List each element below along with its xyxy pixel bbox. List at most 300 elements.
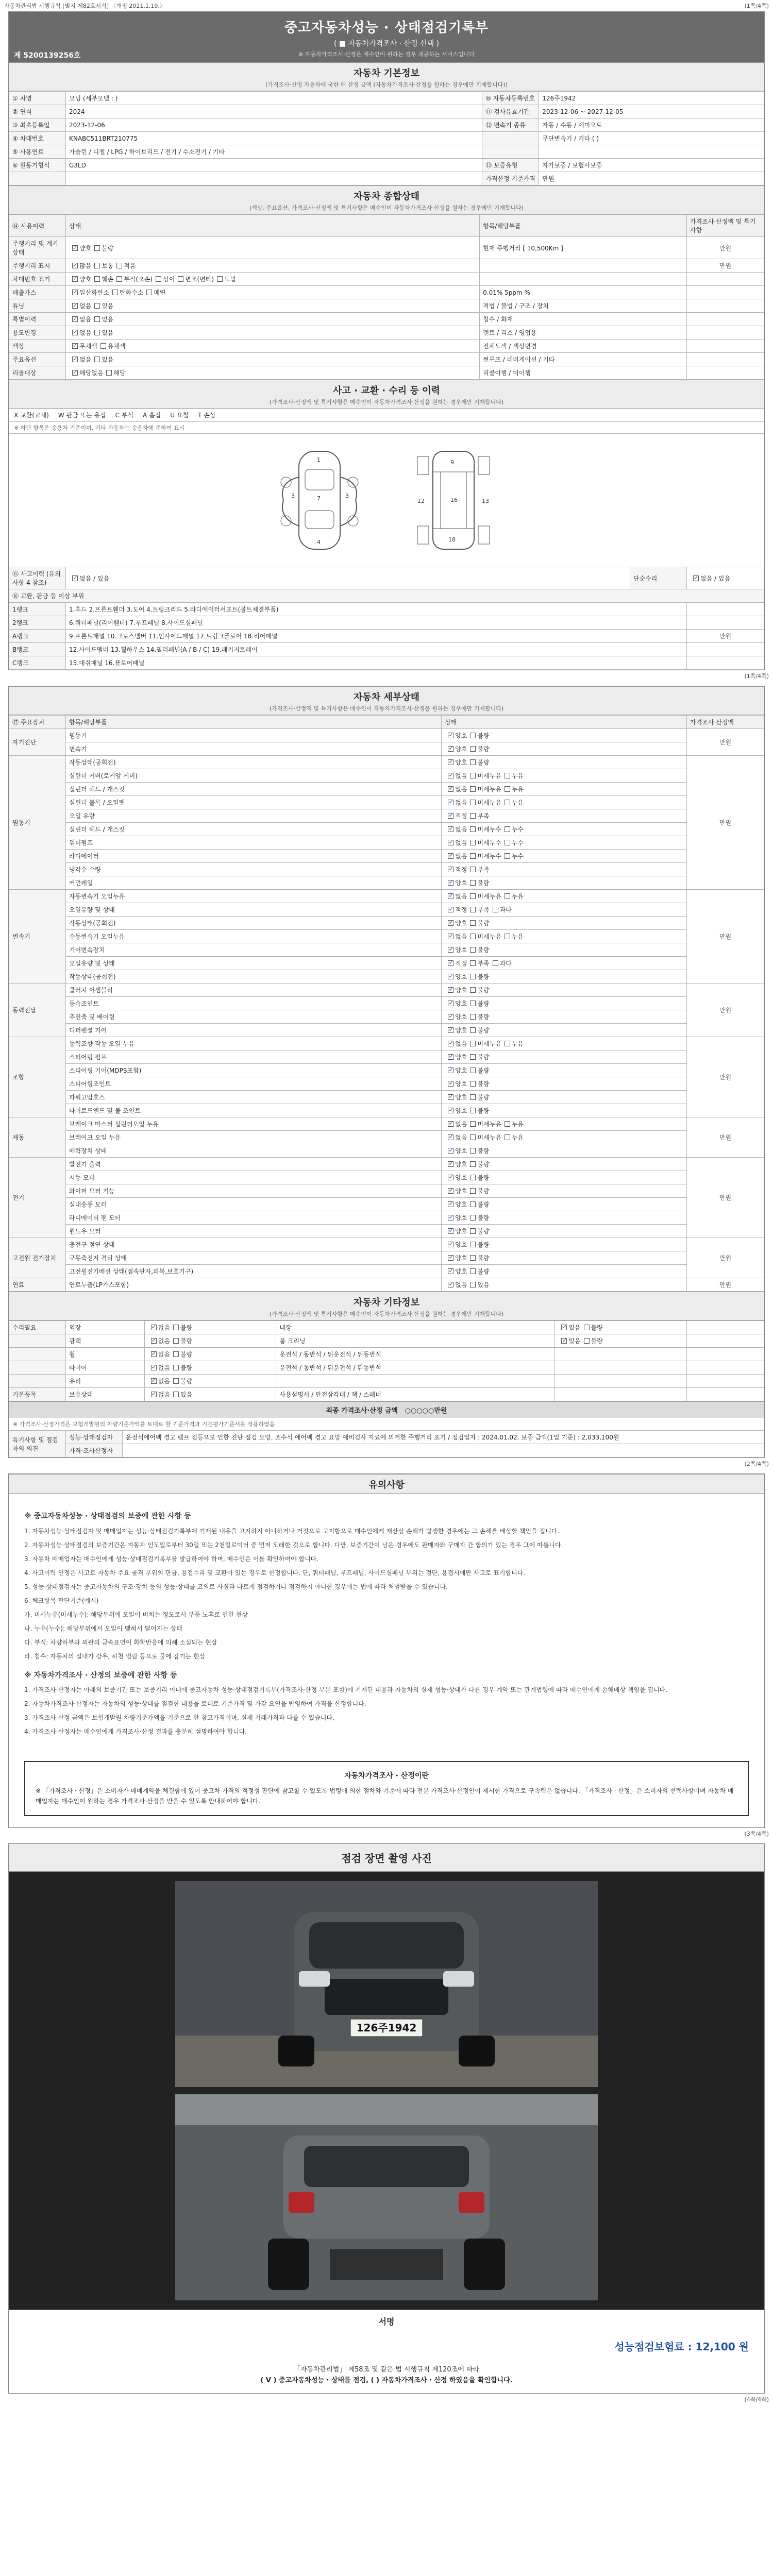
detail-state [442, 742, 687, 756]
checkbox-icon [470, 773, 476, 778]
basic-info-label: ④ 차대번호 [9, 132, 66, 145]
section-subtitle: (가격조사·산정액 및 특기사항은 매수인이 자동차가격조사·산정을 원하는 경우에만 기재합니다) [269, 399, 504, 405]
checkbox-icon [173, 1378, 179, 1384]
rank-row [9, 656, 764, 670]
legend-item: X 교환(교체) [14, 412, 49, 419]
checkbox-label: 불량 [180, 1364, 193, 1371]
detail-part: 작동상태(공회전) [66, 970, 442, 984]
detail-part: 자동변속기 오일누유 [66, 890, 442, 903]
summary-row [9, 237, 764, 259]
detail-row [9, 756, 764, 769]
checkbox-label: 양호 [455, 920, 467, 927]
basic-info-value: KNABC511BRT210775 [66, 132, 482, 145]
other-price [687, 1321, 764, 1334]
basic-info-value: 무단변속기 / 기타 ( ) [539, 132, 764, 145]
other-state [144, 1348, 276, 1361]
checkbox-label: 없음 [158, 1364, 170, 1371]
checkbox-icon [72, 370, 78, 376]
checkbox-icon [151, 1392, 157, 1397]
other-info-row [9, 1375, 764, 1388]
checkbox-icon [72, 316, 78, 322]
checkbox-label: 불량 [477, 987, 490, 994]
checkbox-label: 없음 [158, 1351, 170, 1358]
checkbox-icon [448, 826, 453, 832]
checkbox-label: 불량 [477, 946, 490, 954]
basic-info-value: 가솔린 / 디젤 / LPG / 하이브리드 / 전기 / 수소전기 / 기타 [66, 145, 482, 159]
checkbox-icon [448, 1134, 453, 1140]
checkbox-icon [470, 1175, 476, 1180]
checkbox-label: 부식(오손) [124, 276, 153, 283]
detail-part: 냉각수 수량 [66, 863, 442, 876]
summary-state [66, 273, 480, 286]
checkbox-label: 탄화수소 [119, 289, 144, 296]
checkbox-label: 적정 [455, 812, 467, 820]
caution-item: 2. 자동차가격조사·산정자는 자동차의 성능·상태를 점검한 내용을 토대로 기준가격 및 가감 요인을 반영하여 가격을 산정합니다. [24, 1700, 366, 1707]
detail-state [442, 1077, 687, 1091]
detail-group: 자기진단 [9, 729, 66, 756]
remarks-key: 가격·조사산정자 [66, 1444, 123, 1458]
checkbox-label: 없음 [455, 839, 467, 846]
detail-state [442, 930, 687, 943]
basic-info-row [9, 118, 764, 132]
detail-part: 스티어링조인트 [66, 1077, 442, 1091]
basic-info-row [9, 132, 764, 145]
detail-state [442, 1225, 687, 1238]
summary-detail: 리콜이행 / 미이행 [480, 366, 687, 380]
price-info-box [24, 1761, 749, 1816]
summary-detail [480, 273, 687, 286]
checkbox-icon [448, 1282, 453, 1287]
detail-row [9, 836, 764, 850]
checkbox-label: 불량 [477, 1107, 490, 1114]
other-state [144, 1375, 276, 1388]
detail-row [9, 1198, 764, 1211]
footer-line-1: 「자동차관리법」 제58조 및 같은 법 시행규칙 제120조에 따라 [294, 2365, 479, 2374]
summary-item: 주요옵션 [9, 353, 66, 366]
summary-item: 색상 [9, 340, 66, 353]
basic-info-value [539, 145, 764, 159]
checkbox-icon [470, 1081, 476, 1087]
checkbox-label: 해당 [113, 369, 126, 377]
summary-state [66, 340, 480, 353]
checkbox-label: 불량 [591, 1337, 603, 1345]
detail-part: 디퍼렌셜 기어 [66, 1024, 442, 1037]
checkbox-icon [448, 947, 453, 953]
other-info-row [9, 1334, 764, 1348]
detail-price: 만원 [687, 1037, 764, 1117]
checkbox-label: 있음 [102, 316, 114, 323]
checkbox-label: 양호 [455, 1228, 467, 1235]
checkbox-icon [448, 1148, 453, 1154]
caution-section-2: ※ 자동차가격조사 · 산정의 보증에 관한 사항 등 [24, 1671, 177, 1680]
detail-state [442, 917, 687, 930]
checkbox-label: 불량 [477, 1268, 490, 1275]
detail-row [9, 863, 764, 876]
checkbox-label: 양호 [455, 879, 467, 887]
checkbox-label: 미세누수 [477, 839, 501, 846]
checkbox-icon [505, 800, 510, 805]
checkbox-icon [151, 1325, 157, 1330]
detail-state [442, 970, 687, 984]
checkbox-label: 누유 [511, 1134, 524, 1141]
detail-row [9, 970, 764, 984]
detail-header: 가격조사·산정액 [687, 716, 764, 729]
checkbox-label: 양호 [455, 1080, 467, 1088]
basic-info-label: ⑤ 사용연료 [9, 145, 66, 159]
checkbox-label: 누유 [511, 786, 524, 793]
checkbox-label: 불량 [477, 1054, 490, 1061]
detail-state [442, 1158, 687, 1171]
detail-row [9, 823, 764, 836]
summary-state [66, 326, 480, 340]
checkbox-icon [505, 840, 510, 845]
basic-info-label: ③ 최초등록일 [9, 118, 66, 132]
summary-row [9, 273, 764, 286]
checkbox-label: 적정 [455, 960, 467, 967]
summary-item: 주행거리 표시 [9, 259, 66, 273]
checkbox-label: 없음 [455, 826, 467, 833]
checkbox-icon [505, 1134, 510, 1140]
checkbox-icon [505, 934, 510, 939]
section-title: 자동차 기본정보 [354, 68, 419, 79]
checkbox-icon [505, 826, 510, 832]
detail-state [442, 1198, 687, 1211]
rank-parts: 6.쿼터패널(리어휀더) 7.루프패널 8.사이드실패널 [66, 616, 687, 630]
checkbox-icon [94, 263, 100, 268]
checkbox-label: 미세누유 [477, 1134, 501, 1141]
checkbox-icon [493, 960, 498, 966]
rank-parts: 15.대쉬패널 16.플로어패널 [66, 656, 687, 670]
checkbox-icon [470, 1215, 476, 1221]
checkbox-icon [448, 1094, 453, 1100]
rank-row [9, 616, 764, 630]
summary-row [9, 353, 764, 366]
footer-line-2: ( V ) 중고자동차성능 · 상태를 점검, ( ) 자동차가격조사 · 산정 하였음을 확인합니다. [260, 2376, 513, 2384]
confirmation-footer [9, 2360, 764, 2394]
final-price-bar [9, 1401, 764, 1418]
rank-price [687, 603, 764, 616]
checkbox-icon [470, 880, 476, 886]
report-subtitle: ( ■ 자동차가격조사 · 산정 선택 ) [333, 40, 440, 48]
checkbox-icon [470, 800, 476, 805]
svg-text:7: 7 [317, 495, 321, 502]
checkbox-icon [72, 343, 78, 349]
other-state [144, 1388, 276, 1401]
other-group [9, 1348, 66, 1361]
checkbox-icon [561, 1338, 567, 1344]
detail-state [442, 1238, 687, 1251]
checkbox-icon [470, 1121, 476, 1127]
basic-info-row [9, 159, 764, 172]
summary-state [66, 286, 480, 299]
checkbox-label: 양호 [455, 745, 467, 753]
checkbox-label: 양호 [455, 1201, 467, 1208]
svg-text:18: 18 [448, 536, 456, 543]
detail-row [9, 876, 764, 890]
detail-part: 실린더 블록 / 오일팬 [66, 796, 442, 809]
checkbox-icon [470, 893, 476, 899]
checkbox-label: 일산화탄소 [79, 289, 109, 296]
basic-info-row [9, 172, 764, 185]
summary-row [9, 340, 764, 353]
accident-history-value: ✓없음 / 있음 [66, 567, 630, 589]
detail-state [442, 1278, 687, 1292]
rank-price [687, 656, 764, 670]
page-number-4: (4쪽/4쪽) [744, 2396, 769, 2403]
summary-header: 가격조사·산정액 및 특기사항 [687, 215, 764, 237]
other-info-table [9, 1320, 764, 1401]
other-item: 광택 [66, 1334, 145, 1348]
detail-row [9, 796, 764, 809]
other-state [555, 1388, 687, 1401]
caution-item: 1. 자동차성능·상태점검자 및 매매업자는 성능·상태점검기록부에 기재된 내용을 고지하지 아니하거나 거짓으로 고지함으로 매수인에게 재산상 손해가 발생한 경우에는 그 손해를 배상할 책임을 집니다. [24, 1527, 560, 1535]
checkbox-label: 없음 [455, 1134, 467, 1141]
checkbox-label: 유채색 [107, 343, 126, 350]
checkbox-icon [448, 1041, 453, 1046]
detail-price: 만원 [687, 1158, 764, 1238]
checkbox-icon [561, 1325, 567, 1330]
checkbox-label: 누수 [511, 853, 524, 860]
svg-text:16: 16 [450, 497, 458, 503]
basic-info-value: 만원 [539, 172, 764, 185]
checkbox-icon [94, 303, 100, 309]
section-title: 사고 · 교환 · 수리 등 이력 [333, 385, 440, 396]
checkbox-icon [448, 813, 453, 819]
checkbox-label: 불량 [591, 1324, 603, 1331]
checkbox-icon [448, 853, 453, 859]
summary-item: 특별이력 [9, 313, 66, 326]
checkbox-label: 누수 [511, 839, 524, 846]
remarks-row [9, 1444, 764, 1458]
checkbox-icon [470, 1161, 476, 1167]
checkbox-label: 없음 [158, 1337, 170, 1345]
basic-info-table [9, 91, 764, 185]
checkbox-icon [470, 853, 476, 859]
caution-item: 나. 누유(누수): 해당부위에서 오일이 맺혀서 떨어지는 상태 [24, 1624, 182, 1632]
detail-part: 수동변속기 오일누유 [66, 930, 442, 943]
summary-detail: 썬루프 / 네비게이션 / 기타 [480, 353, 687, 366]
other-item: 내장 [276, 1321, 555, 1334]
detail-part: 윈도우 모터 [66, 1225, 442, 1238]
checkbox-icon [448, 1121, 453, 1127]
front-photo [175, 1881, 598, 2087]
detail-row [9, 1077, 764, 1091]
price-info-text: ※ 「가격조사 · 산정」은 소비자가 매매계약을 체결함에 있어 중고차 가격의 적정성 판단에 참고할 수 있도록 법령에 의한 절차와 기준에 따라 전문 가격조사·산정인이 제시한 가격으로 구속력은 없습니다. 「가격조사 · 산정」은 소비자의 선택사항이며 자동차 매매업자는 매수인이 원하는 경우 가격조사·산정을 받을 수 있도록 안내하여야 합니다. [36, 1787, 734, 1805]
detail-part: 스티어링 펌프 [66, 1050, 442, 1064]
checkbox-label: 양호 [455, 1147, 467, 1155]
checkbox-icon [448, 960, 453, 966]
detail-row [9, 1158, 764, 1171]
checkbox-icon [173, 1392, 179, 1397]
detail-price: 만원 [687, 1117, 764, 1158]
detail-state [442, 1050, 687, 1064]
checkbox-icon [448, 893, 453, 899]
remarks-value: 운전석에어백 경고 램프 점등으로 인한 진단 점검 요망, 조수석 에어백 경고 요망 예비검사 자료에 의거한 주행거리 표기 / 점검일자 : 2024.01.02. 보증 금액(1일 기준) : 2,033,100원 [123, 1431, 764, 1444]
checkbox-label: 양호 [79, 244, 92, 252]
parts-label: ⑯ 교환, 판금 등 이상 부위 [9, 589, 764, 603]
detail-state [442, 1104, 687, 1117]
checkbox-icon [493, 907, 498, 912]
detail-row [9, 903, 764, 917]
detail-part: 연료누출(LP가스포함) [66, 1278, 442, 1292]
checkbox-icon [151, 1365, 157, 1370]
remarks-label: 특기사항 및 점검자의 의견 [9, 1431, 66, 1458]
detail-part: 실린더 헤드 / 개스킷 [66, 823, 442, 836]
other-info-row [9, 1348, 764, 1361]
svg-text:13: 13 [482, 498, 489, 504]
checkbox-icon [94, 357, 100, 362]
checkbox-icon [448, 1014, 453, 1020]
detail-state [442, 1265, 687, 1278]
checkbox-icon [106, 370, 112, 376]
detail-table [9, 715, 764, 1292]
page-2 [8, 686, 765, 1458]
basic-info-value: 자가보증 / 보험사보증 [539, 159, 764, 172]
checkbox-icon [72, 276, 78, 282]
checkbox-label: 과다 [499, 960, 512, 967]
summary-detail: 0.01% 5ppm % [480, 286, 687, 299]
other-state [144, 1361, 276, 1375]
checkbox-label: 불량 [477, 759, 490, 766]
detail-row [9, 930, 764, 943]
checkbox-label: 없음 [455, 893, 467, 900]
detail-state [442, 984, 687, 997]
basic-info-value: G3LD [66, 159, 482, 172]
detail-row [9, 783, 764, 796]
remarks-row [9, 1431, 764, 1444]
checkbox-label: 불량 [180, 1337, 193, 1345]
checkbox-label: 불량 [102, 244, 114, 252]
caution-body [9, 1494, 764, 1750]
caution-item: 다. 부식: 차량하부와 외판의 금속표면이 화학반응에 의해 소실되는 현상 [24, 1638, 217, 1646]
checkbox-icon [470, 813, 476, 819]
checkbox-label: 없음 [455, 786, 467, 793]
detail-part: 배력장치 상태 [66, 1144, 442, 1158]
summary-price [687, 366, 764, 380]
checkbox-label: 불량 [477, 745, 490, 753]
section-title: 자동차 세부상태 [354, 692, 419, 703]
checkbox-icon [72, 357, 78, 362]
checkbox-icon [448, 746, 453, 752]
checkbox-icon [470, 1094, 476, 1100]
checkbox-label: 부족 [477, 866, 490, 873]
checkbox-label: 없음 [455, 1121, 467, 1128]
car-frame-diagram [397, 441, 510, 560]
detail-part: 클러치 어셈블리 [66, 984, 442, 997]
other-price [687, 1334, 764, 1348]
summary-row [9, 259, 764, 273]
detail-price: 만원 [687, 984, 764, 1037]
checkbox-icon [584, 1325, 590, 1330]
page-indicator: (1쪽/4쪽) [744, 3, 769, 9]
summary-state [66, 366, 480, 380]
other-price [687, 1348, 764, 1361]
car-exterior-diagram [263, 441, 376, 560]
checkbox-icon [94, 276, 100, 282]
detail-group: 고전원 전기장치 [9, 1238, 66, 1278]
detail-row [9, 1117, 764, 1131]
report-title: 중고자동차성능 · 상태점검기록부 [284, 20, 489, 36]
checkbox-icon [470, 1041, 476, 1046]
checkbox-icon [173, 1351, 179, 1357]
rank-row [9, 643, 764, 656]
summary-price: 만원 [687, 237, 764, 259]
report-note: ※ 자동차가격조사·산정은 매수인이 원하는 경우 제공하는 서비스입니다 [298, 51, 475, 58]
summary-price [687, 353, 764, 366]
summary-detail [480, 259, 687, 273]
checkbox-label: 매연 [154, 289, 166, 296]
rank-label: C랭크 [9, 656, 66, 670]
summary-state [66, 313, 480, 326]
checkbox-label: 많음 [79, 262, 92, 269]
detail-row [9, 1184, 764, 1198]
checkbox-label: 양호 [455, 1013, 467, 1021]
checkbox-icon [448, 1228, 453, 1234]
form-reference: 자동차관리법 시행규칙 [별지 제82호서식] 〈개정 2021.1.19.〉 [4, 3, 165, 9]
front-car-image [175, 1881, 598, 2087]
detail-row [9, 1238, 764, 1251]
detail-row [9, 1091, 764, 1104]
other-state [555, 1361, 687, 1375]
detail-row [9, 850, 764, 863]
checkbox-label: 양호 [455, 1027, 467, 1034]
detail-part: 라디에이터 [66, 850, 442, 863]
detail-state [442, 1131, 687, 1144]
plate-text: 126주1942 [356, 2021, 417, 2034]
checkbox-label: 없음 [158, 1324, 170, 1331]
summary-detail: 렌트 / 리스 / 영업용 [480, 326, 687, 340]
detail-part: 파워고압호스 [66, 1091, 442, 1104]
checkbox-label: 누유 [511, 933, 524, 940]
checkbox-label: 있음 [568, 1337, 581, 1345]
checkbox-icon [94, 245, 100, 251]
checkbox-label: 미세누유 [477, 1121, 501, 1128]
checkbox-icon [470, 1282, 476, 1287]
checkbox-icon [448, 1215, 453, 1221]
detail-state [442, 1211, 687, 1225]
checkbox-icon [505, 853, 510, 859]
checkbox-label: 불량 [477, 920, 490, 927]
other-group [9, 1361, 66, 1375]
detail-group: 변속기 [9, 890, 66, 984]
checkbox-label: 없음 [455, 933, 467, 940]
checkbox-icon [470, 987, 476, 993]
checkbox-label: 누유 [511, 893, 524, 900]
checkbox-icon [72, 330, 78, 335]
other-group [9, 1375, 66, 1388]
accident-table [9, 567, 764, 670]
checkbox-icon [72, 303, 78, 309]
summary-item: 튜닝 [9, 299, 66, 313]
checkbox-icon [584, 1338, 590, 1344]
checkbox-icon [448, 934, 453, 939]
detail-row [9, 1010, 764, 1024]
detail-part: 실린더 헤드 / 개스킷 [66, 783, 442, 796]
other-state [144, 1321, 276, 1334]
checkbox-label: 불량 [477, 1067, 490, 1074]
report-header [9, 12, 764, 62]
rank-label: 1랭크 [9, 603, 66, 616]
detail-price: 만원 [687, 1278, 764, 1292]
basic-info-label: ⑪ 검사유효기간 [482, 105, 539, 118]
basic-info-value: 126주1942 [539, 92, 764, 105]
detail-row [9, 943, 764, 957]
summary-row [9, 286, 764, 299]
basic-info-label: ① 차명 [9, 92, 66, 105]
detail-group: 조향 [9, 1037, 66, 1117]
other-item: 보유상태 [66, 1388, 145, 1401]
detail-row [9, 729, 764, 742]
